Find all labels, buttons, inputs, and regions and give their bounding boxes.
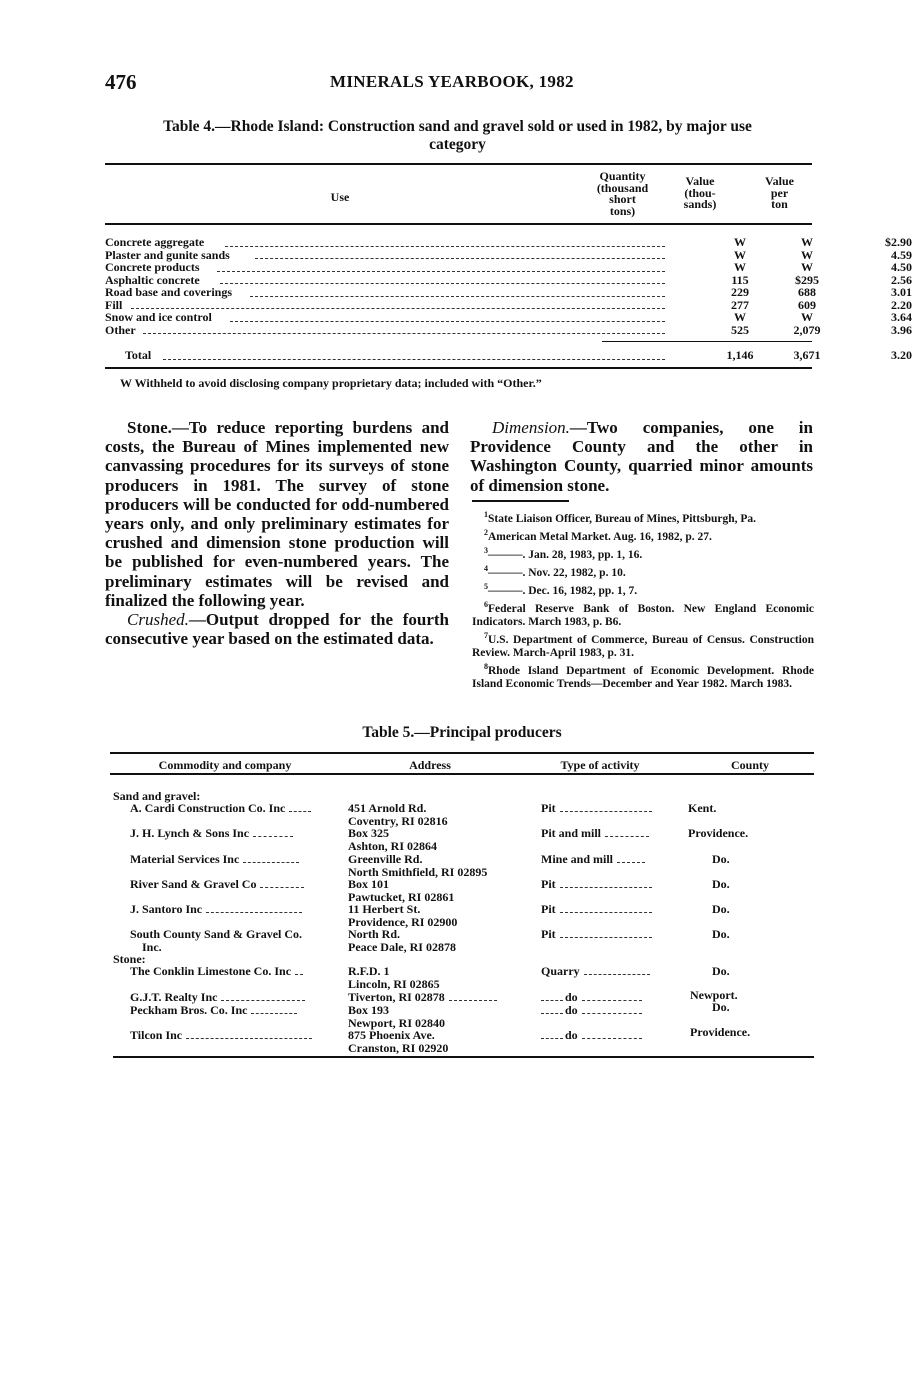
footnote bbox=[472, 660, 814, 691]
table4-header-value-per-ton bbox=[752, 176, 807, 211]
activity-label: Pit bbox=[541, 877, 556, 891]
footnote-text: Federal Reserve Bank of Boston. New England Economic Indicators. March 1983, p. B6. bbox=[472, 602, 814, 628]
quantity-cell: W bbox=[734, 260, 746, 274]
leader-dots bbox=[143, 321, 665, 335]
company-label: Peckham Bros. Co. Inc bbox=[130, 1003, 248, 1017]
activity-label: do bbox=[565, 990, 578, 1004]
leader-dots bbox=[605, 830, 649, 837]
quantity-cell: 1,146 bbox=[726, 348, 754, 362]
header-per-ton-line: per bbox=[770, 185, 789, 200]
company-name bbox=[130, 827, 293, 840]
total-label: Total bbox=[125, 348, 152, 362]
stone-paragraph bbox=[105, 418, 449, 610]
header-value-line: (thou- bbox=[684, 185, 716, 200]
company-name bbox=[130, 903, 302, 916]
company-name bbox=[130, 1004, 297, 1017]
footnote-mark: 1 bbox=[484, 510, 488, 519]
footnote-mark: 5 bbox=[484, 581, 488, 591]
address-line: Peace Dale, RI 02878 bbox=[348, 939, 456, 954]
footnote-text: ———. Jan. 28, 1983, pp. 1, 16. bbox=[488, 548, 643, 561]
footnote-mark: 6 bbox=[484, 599, 488, 609]
address-line: Ashton, RI 02864 bbox=[348, 838, 438, 853]
footnote-mark: 4 bbox=[484, 563, 488, 573]
county: Do. bbox=[712, 902, 730, 916]
footnote bbox=[472, 526, 814, 544]
company-name bbox=[130, 1029, 312, 1042]
company-name bbox=[130, 928, 302, 953]
address bbox=[348, 903, 457, 928]
quantity-cell: W bbox=[734, 247, 746, 262]
county: Kent. bbox=[688, 801, 717, 815]
address bbox=[348, 853, 487, 878]
use-label: Snow and ice control bbox=[105, 310, 212, 324]
company-label: River Sand & Gravel Co bbox=[130, 877, 257, 891]
leader-dots bbox=[131, 296, 665, 310]
leader-dots bbox=[295, 968, 303, 975]
dimension-text: —Two companies, one in Providence County and the other in Washington County, quarried minor amounts of dimension stone. bbox=[470, 418, 813, 495]
value-cell: 3,671 bbox=[793, 348, 821, 362]
activity-label: do bbox=[565, 1003, 578, 1017]
value-cell: $295 bbox=[795, 272, 819, 287]
table-row bbox=[105, 322, 912, 337]
quantity-cell: W bbox=[734, 235, 746, 249]
address-line: Providence, RI 02900 bbox=[348, 914, 458, 929]
leader-dots bbox=[560, 931, 652, 938]
footnote-text: U.S. Department of Commerce, Bureau of Census. Construction Review. March-April 1983, p. 31. bbox=[472, 633, 814, 659]
address-line: Coventry, RI 02816 bbox=[348, 813, 448, 828]
leader-dots bbox=[541, 1032, 563, 1039]
county: Do. bbox=[712, 1000, 730, 1014]
table5-top-rule bbox=[110, 752, 814, 754]
address-line: Tiverton, RI 02878 bbox=[348, 990, 445, 1004]
table-total-row bbox=[105, 348, 912, 362]
activity-type bbox=[541, 991, 642, 1004]
company-label: The Conklin Limestone Co. Inc bbox=[130, 964, 292, 978]
footnote-text: Rhode Island Department of Economic Development. Rhode Island Economic Trends—December and Year 1982. March 1983. bbox=[472, 664, 814, 690]
header-quantity-line: tons) bbox=[609, 203, 636, 218]
value-cell: W bbox=[801, 247, 813, 262]
header-quantity-line: (thousand bbox=[596, 180, 649, 195]
quantity-cell: 115 bbox=[731, 272, 749, 287]
table5-caption: Table 5.—Principal producers bbox=[362, 724, 562, 741]
dimension-heading: Dimension. bbox=[492, 418, 570, 437]
use-label: Asphaltic concrete bbox=[105, 272, 200, 287]
address bbox=[348, 1004, 445, 1029]
crushed-paragraph bbox=[105, 610, 449, 648]
value-cell: W bbox=[801, 260, 813, 274]
leader-dots bbox=[253, 830, 293, 837]
header-value-line: Value bbox=[685, 174, 715, 188]
value-cell: 2,079 bbox=[793, 322, 821, 337]
leader-dots bbox=[243, 856, 299, 863]
per-ton-cell: 3.64 bbox=[891, 310, 912, 324]
address-line: 451 Arnold Rd. bbox=[348, 801, 427, 815]
value-cell: 688 bbox=[798, 285, 816, 299]
leader-dots bbox=[582, 1032, 642, 1039]
address-line: North Smithfield, RI 02895 bbox=[348, 864, 488, 879]
leader-dots bbox=[449, 994, 497, 1001]
footnote bbox=[472, 544, 814, 562]
county: Do. bbox=[712, 964, 730, 978]
activity-type bbox=[541, 1029, 642, 1042]
leader-dots bbox=[217, 258, 665, 272]
table4-header-value bbox=[670, 176, 730, 211]
use-label: Concrete aggregate bbox=[105, 235, 205, 249]
header-per-ton-line: Value bbox=[765, 174, 794, 188]
dimension-paragraph bbox=[470, 418, 813, 495]
table5-header-type: Type of activity bbox=[560, 758, 640, 772]
county: Newport. bbox=[690, 988, 738, 1002]
address-line: Newport, RI 02840 bbox=[348, 1015, 445, 1030]
leader-dots bbox=[225, 233, 665, 247]
address-line: Cranston, RI 02920 bbox=[348, 1040, 449, 1055]
company-label: J. Santoro Inc bbox=[130, 902, 203, 916]
leader-dots bbox=[617, 856, 645, 863]
activity-label: do bbox=[565, 1028, 578, 1042]
table5-header-county: County bbox=[730, 758, 769, 772]
group-heading-sand-gravel: Sand and gravel: bbox=[113, 789, 201, 803]
county: Providence. bbox=[688, 826, 749, 840]
county: Providence. bbox=[690, 1025, 751, 1039]
per-ton-cell: 2.20 bbox=[891, 297, 912, 312]
running-head: MINERALS YEARBOOK, 1982 bbox=[330, 72, 574, 91]
activity-type bbox=[541, 827, 649, 840]
address bbox=[348, 991, 497, 1004]
county: Do. bbox=[712, 927, 730, 941]
value-cell: 609 bbox=[798, 297, 816, 312]
leader-dots bbox=[230, 308, 665, 322]
quantity-cell: 229 bbox=[731, 285, 749, 299]
activity-type bbox=[541, 878, 652, 891]
per-ton-cell: 3.96 bbox=[891, 322, 912, 337]
address bbox=[348, 827, 437, 852]
leader-dots bbox=[541, 994, 563, 1001]
leader-dots bbox=[220, 271, 665, 285]
footnote-mark: 7 bbox=[484, 630, 488, 640]
address-line: Lincoln, RI 02865 bbox=[348, 976, 440, 991]
per-ton-cell: 4.50 bbox=[891, 260, 912, 274]
table4-top-rule bbox=[105, 163, 812, 165]
address bbox=[348, 965, 440, 990]
header-per-ton-line: ton bbox=[771, 197, 788, 211]
activity-type bbox=[541, 853, 645, 866]
company-name bbox=[130, 853, 299, 866]
footnote-mark: 3 bbox=[484, 545, 488, 555]
per-ton-cell: 3.01 bbox=[891, 285, 912, 299]
group-heading-stone: Stone: bbox=[113, 952, 146, 966]
footnote bbox=[472, 629, 814, 660]
table4-header-use: Use bbox=[330, 190, 350, 204]
leader-dots bbox=[541, 1007, 563, 1014]
per-ton-cell: 2.56 bbox=[891, 272, 912, 287]
activity-label: Pit and mill bbox=[541, 826, 602, 840]
activity-label: Mine and mill bbox=[541, 852, 614, 866]
address-line: Greenville Rd. bbox=[348, 852, 423, 866]
activity-type bbox=[541, 1004, 642, 1017]
company-name bbox=[130, 802, 311, 815]
activity-label: Pit bbox=[541, 927, 556, 941]
leader-dots bbox=[582, 994, 642, 1001]
leader-dots bbox=[560, 881, 652, 888]
address-line: 11 Herbert St. bbox=[348, 902, 421, 916]
stone-column bbox=[105, 418, 449, 648]
footnote-text: American Metal Market. Aug. 16, 1982, p. 27. bbox=[488, 530, 712, 543]
footnote bbox=[472, 562, 814, 580]
table5-header-rule bbox=[110, 773, 814, 775]
header-quantity-line: short bbox=[609, 192, 636, 206]
table4-header-quantity bbox=[585, 171, 660, 217]
dimension-column bbox=[470, 418, 813, 495]
leader-dots bbox=[221, 994, 305, 1001]
address bbox=[348, 878, 454, 903]
header-value-line: sands) bbox=[683, 197, 717, 211]
leader-dots bbox=[582, 1007, 642, 1014]
leader-dots bbox=[251, 1007, 297, 1014]
use-label: Other bbox=[105, 322, 136, 337]
activity-label: Pit bbox=[541, 801, 556, 815]
header-quantity-line: Quantity bbox=[599, 169, 646, 183]
leader-dots bbox=[584, 968, 650, 975]
county: Do. bbox=[712, 852, 730, 866]
per-ton-cell: 4.59 bbox=[891, 247, 912, 262]
activity-label: Quarry bbox=[541, 964, 580, 978]
quantity-cell: 277 bbox=[731, 297, 749, 312]
leader-dots bbox=[560, 805, 652, 812]
leader-dots bbox=[186, 1032, 312, 1039]
table4-caption-line2: category bbox=[429, 136, 486, 153]
activity-type bbox=[541, 928, 652, 941]
company-label: A. Cardi Construction Co. Inc bbox=[130, 801, 286, 815]
leader-dots bbox=[560, 906, 652, 913]
company-label: G.J.T. Realty Inc bbox=[130, 990, 218, 1004]
address-line: North Rd. bbox=[348, 927, 401, 941]
footnote-rule bbox=[472, 500, 569, 502]
address-line: 875 Phoenix Ave. bbox=[348, 1028, 435, 1042]
leader-dots bbox=[163, 346, 665, 360]
company-label: Material Services Inc bbox=[130, 852, 240, 866]
page-number: 476 bbox=[105, 70, 137, 94]
company-name bbox=[130, 878, 304, 891]
address bbox=[348, 928, 456, 953]
company-name bbox=[130, 965, 303, 978]
table4-bottom-rule bbox=[105, 367, 812, 369]
per-ton-cell: 3.20 bbox=[891, 348, 912, 362]
use-label: Plaster and gunite sands bbox=[105, 247, 230, 262]
table4-total-rule bbox=[602, 341, 812, 342]
company-name bbox=[130, 991, 305, 1004]
leader-dots bbox=[255, 246, 665, 260]
table4-header-rule bbox=[105, 223, 812, 225]
company-label: J. H. Lynch & Sons Inc bbox=[130, 826, 250, 840]
table5-header-address: Address bbox=[409, 758, 451, 772]
address-line: Box 325 bbox=[348, 826, 390, 840]
stone-heading: Stone. bbox=[127, 418, 172, 437]
footnote-text: State Liaison Officer, Bureau of Mines, Pittsburgh, Pa. bbox=[488, 512, 757, 525]
footnote-mark: 2 bbox=[484, 527, 488, 537]
activity-type bbox=[541, 903, 652, 916]
footnote bbox=[472, 580, 814, 598]
activity-type bbox=[541, 802, 652, 815]
company-label-continued: Inc. bbox=[142, 939, 162, 954]
table4-footnote: W Withheld to avoid disclosing company proprietary data; included with “Other.” bbox=[120, 376, 542, 390]
value-cell: W bbox=[801, 310, 813, 324]
leader-dots bbox=[289, 805, 311, 812]
footnote-text: ———. Nov. 22, 1982, p. 10. bbox=[488, 566, 626, 579]
address-line: Box 101 bbox=[348, 877, 390, 891]
address-line: Box 193 bbox=[348, 1003, 390, 1017]
table5-header-company: Commodity and company bbox=[158, 758, 292, 772]
table4-caption bbox=[105, 118, 810, 154]
footnote bbox=[472, 508, 814, 526]
activity-label: Pit bbox=[541, 902, 556, 916]
leader-dots bbox=[260, 881, 304, 888]
stone-text: —To reduce reporting burdens and costs, the Bureau of Mines implemented new canvassing procedures for its surveys of stone producers in 1981. The survey of stone producers will be conducted for odd-numbered years only, and only preliminary estimates for crushed and dimension stone production will be published for even-numbered years. The preliminary estimates will be revised and finalized the following year. bbox=[105, 418, 449, 610]
activity-type bbox=[541, 965, 650, 978]
quantity-cell: W bbox=[734, 310, 746, 324]
per-ton-cell: $2.90 bbox=[885, 235, 912, 249]
address-line: Pawtucket, RI 02861 bbox=[348, 889, 455, 904]
address-line: R.F.D. 1 bbox=[348, 964, 390, 978]
table4-caption-line1: Table 4.—Rhode Island: Construction sand and gravel sold or used in 1982, by major use bbox=[163, 118, 752, 135]
crushed-text: —Output dropped for the fourth consecutive year based on the estimated data. bbox=[105, 610, 449, 649]
address bbox=[348, 1029, 448, 1054]
value-cell: W bbox=[801, 235, 813, 249]
county: Do. bbox=[712, 877, 730, 891]
use-label: Fill bbox=[105, 297, 123, 312]
table5-bottom-rule bbox=[113, 1056, 814, 1058]
quantity-cell: 525 bbox=[731, 322, 749, 337]
company-label: South County Sand & Gravel Co. bbox=[130, 927, 303, 941]
address bbox=[348, 802, 448, 827]
footnote bbox=[472, 598, 814, 629]
company-label: Tilcon Inc bbox=[130, 1028, 183, 1042]
use-label: Concrete products bbox=[105, 260, 200, 274]
footnote-mark: 8 bbox=[484, 661, 488, 671]
leader-dots bbox=[250, 283, 665, 297]
footnote-text: ———. Dec. 16, 1982, pp. 1, 7. bbox=[488, 584, 638, 597]
crushed-heading: Crushed. bbox=[127, 610, 189, 630]
footnotes bbox=[472, 508, 814, 691]
leader-dots bbox=[206, 906, 302, 913]
use-label: Road base and coverings bbox=[105, 285, 233, 299]
